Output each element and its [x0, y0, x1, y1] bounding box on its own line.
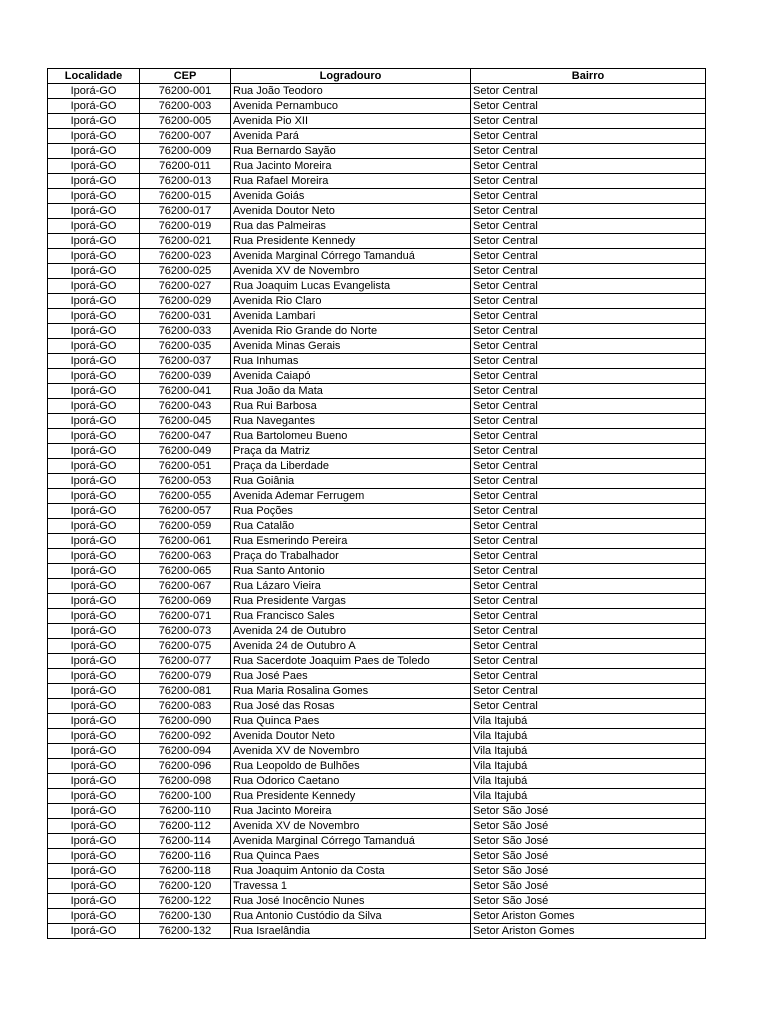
cell-cep: 76200-027: [140, 279, 231, 294]
cell-cep: 76200-094: [140, 744, 231, 759]
table-header-row: [48, 69, 706, 84]
table-row: [48, 489, 706, 504]
table-row: [48, 549, 706, 564]
cell-bairro: Setor Central: [471, 459, 706, 474]
cell-logradouro: Rua Catalão: [231, 519, 471, 534]
cell-bairro: Setor Central: [471, 339, 706, 354]
table-row: [48, 579, 706, 594]
table-row: [48, 159, 706, 174]
cell-logradouro: Rua Esmerindo Pereira: [231, 534, 471, 549]
cell-bairro: Setor Central: [471, 669, 706, 684]
cell-localidade: Iporá-GO: [48, 729, 140, 744]
cell-cep: 76200-033: [140, 324, 231, 339]
cell-logradouro: Rua Rui Barbosa: [231, 399, 471, 414]
cell-bairro: Setor Central: [471, 189, 706, 204]
table-row: [48, 789, 706, 804]
cell-bairro: Setor Central: [471, 204, 706, 219]
cell-cep: 76200-090: [140, 714, 231, 729]
cell-localidade: Iporá-GO: [48, 864, 140, 879]
table-row: [48, 729, 706, 744]
cell-localidade: Iporá-GO: [48, 414, 140, 429]
cell-cep: 76200-075: [140, 639, 231, 654]
cell-localidade: Iporá-GO: [48, 834, 140, 849]
cell-logradouro: Avenida Caiapó: [231, 369, 471, 384]
cell-localidade: Iporá-GO: [48, 324, 140, 339]
cell-cep: 76200-005: [140, 114, 231, 129]
table-row: [48, 144, 706, 159]
cell-localidade: Iporá-GO: [48, 354, 140, 369]
cell-bairro: Vila Itajubá: [471, 714, 706, 729]
cell-logradouro: Praça do Trabalhador: [231, 549, 471, 564]
cell-bairro: Setor Central: [471, 324, 706, 339]
cell-bairro: Setor Central: [471, 594, 706, 609]
cell-bairro: Setor Central: [471, 114, 706, 129]
cell-bairro: Setor Central: [471, 279, 706, 294]
cell-bairro: Setor Central: [471, 429, 706, 444]
cell-cep: 76200-116: [140, 849, 231, 864]
cell-logradouro: Rua Lázaro Vieira: [231, 579, 471, 594]
cell-bairro: Setor Central: [471, 174, 706, 189]
cell-cep: 76200-122: [140, 894, 231, 909]
cell-bairro: Setor Ariston Gomes: [471, 924, 706, 939]
cell-cep: 76200-047: [140, 429, 231, 444]
cell-localidade: Iporá-GO: [48, 204, 140, 219]
cell-logradouro: Rua das Palmeiras: [231, 219, 471, 234]
cell-localidade: Iporá-GO: [48, 699, 140, 714]
cell-bairro: Setor Central: [471, 264, 706, 279]
cell-localidade: Iporá-GO: [48, 849, 140, 864]
table-row: [48, 759, 706, 774]
cell-cep: 76200-069: [140, 594, 231, 609]
cell-localidade: Iporá-GO: [48, 534, 140, 549]
cell-localidade: Iporá-GO: [48, 474, 140, 489]
cell-cep: 76200-041: [140, 384, 231, 399]
table-row: [48, 324, 706, 339]
table-row: [48, 504, 706, 519]
cell-localidade: Iporá-GO: [48, 789, 140, 804]
cell-cep: 76200-067: [140, 579, 231, 594]
table-row: [48, 534, 706, 549]
cell-bairro: Setor Central: [471, 549, 706, 564]
cell-logradouro: Rua Sacerdote Joaquim Paes de Toledo: [231, 654, 471, 669]
cell-cep: 76200-007: [140, 129, 231, 144]
table-row: [48, 654, 706, 669]
cell-bairro: Setor São José: [471, 864, 706, 879]
table-row: [48, 909, 706, 924]
cell-bairro: Setor Central: [471, 369, 706, 384]
cell-bairro: Setor Central: [471, 99, 706, 114]
cell-logradouro: Rua Quinca Paes: [231, 714, 471, 729]
cell-logradouro: Rua Bartolomeu Bueno: [231, 429, 471, 444]
cell-cep: 76200-081: [140, 684, 231, 699]
cell-cep: 76200-055: [140, 489, 231, 504]
cell-cep: 76200-031: [140, 309, 231, 324]
cell-localidade: Iporá-GO: [48, 384, 140, 399]
cell-bairro: Setor Central: [471, 144, 706, 159]
table-row: [48, 414, 706, 429]
cell-localidade: Iporá-GO: [48, 684, 140, 699]
cell-logradouro: Rua Quinca Paes: [231, 849, 471, 864]
cell-logradouro: Avenida Marginal Córrego Tamanduá: [231, 834, 471, 849]
cell-logradouro: Rua Presidente Vargas: [231, 594, 471, 609]
table-row: [48, 684, 706, 699]
cell-cep: 76200-073: [140, 624, 231, 639]
table-row: [48, 924, 706, 939]
table-row: [48, 189, 706, 204]
cell-logradouro: Avenida Rio Claro: [231, 294, 471, 309]
cell-logradouro: Rua Leopoldo de Bulhões: [231, 759, 471, 774]
cell-bairro: Setor Central: [471, 129, 706, 144]
cell-bairro: Setor Central: [471, 639, 706, 654]
table-row: [48, 849, 706, 864]
cell-localidade: Iporá-GO: [48, 159, 140, 174]
cell-localidade: Iporá-GO: [48, 399, 140, 414]
cell-logradouro: Rua Inhumas: [231, 354, 471, 369]
table-row: [48, 444, 706, 459]
cell-localidade: Iporá-GO: [48, 609, 140, 624]
cell-bairro: Setor Central: [471, 489, 706, 504]
cell-cep: 76200-120: [140, 879, 231, 894]
cell-bairro: Vila Itajubá: [471, 729, 706, 744]
cell-bairro: Setor Central: [471, 564, 706, 579]
cell-cep: 76200-110: [140, 804, 231, 819]
table-row: [48, 774, 706, 789]
cell-cep: 76200-077: [140, 654, 231, 669]
cell-bairro: Setor São José: [471, 849, 706, 864]
cell-localidade: Iporá-GO: [48, 924, 140, 939]
cell-cep: 76200-083: [140, 699, 231, 714]
cell-cep: 76200-063: [140, 549, 231, 564]
table-row: [48, 879, 706, 894]
table-row: [48, 624, 706, 639]
cell-bairro: Setor Central: [471, 684, 706, 699]
cell-logradouro: Rua Joaquim Antonio da Costa: [231, 864, 471, 879]
cell-cep: 76200-035: [140, 339, 231, 354]
cell-logradouro: Avenida Lambari: [231, 309, 471, 324]
cell-bairro: Setor Central: [471, 444, 706, 459]
cell-localidade: Iporá-GO: [48, 504, 140, 519]
cell-cep: 76200-079: [140, 669, 231, 684]
cell-bairro: Setor Central: [471, 84, 706, 99]
cell-bairro: Setor Central: [471, 249, 706, 264]
cell-bairro: Setor Central: [471, 219, 706, 234]
cell-localidade: Iporá-GO: [48, 309, 140, 324]
cell-cep: 76200-037: [140, 354, 231, 369]
cell-logradouro: Rua José das Rosas: [231, 699, 471, 714]
cell-logradouro: Avenida XV de Novembro: [231, 264, 471, 279]
cell-cep: 76200-021: [140, 234, 231, 249]
cell-localidade: Iporá-GO: [48, 519, 140, 534]
cell-logradouro: Rua José Paes: [231, 669, 471, 684]
cell-bairro: Setor Central: [471, 534, 706, 549]
table-row: [48, 369, 706, 384]
cell-logradouro: Rua Jacinto Moreira: [231, 804, 471, 819]
cell-logradouro: Avenida 24 de Outubro A: [231, 639, 471, 654]
cell-bairro: Setor Central: [471, 159, 706, 174]
cell-localidade: Iporá-GO: [48, 114, 140, 129]
cell-logradouro: Travessa 1: [231, 879, 471, 894]
cell-localidade: Iporá-GO: [48, 429, 140, 444]
table-row: [48, 804, 706, 819]
cell-localidade: Iporá-GO: [48, 489, 140, 504]
cell-cep: 76200-065: [140, 564, 231, 579]
cell-bairro: Setor São José: [471, 804, 706, 819]
cell-bairro: Setor Central: [471, 399, 706, 414]
cell-localidade: Iporá-GO: [48, 294, 140, 309]
cell-bairro: Setor Central: [471, 309, 706, 324]
cell-localidade: Iporá-GO: [48, 249, 140, 264]
header-cep: CEP: [140, 69, 231, 84]
cell-localidade: Iporá-GO: [48, 774, 140, 789]
cell-cep: 76200-015: [140, 189, 231, 204]
table-row: [48, 219, 706, 234]
table-row: [48, 129, 706, 144]
cell-bairro: Vila Itajubá: [471, 744, 706, 759]
cell-logradouro: Avenida XV de Novembro: [231, 819, 471, 834]
cell-cep: 76200-045: [140, 414, 231, 429]
cell-cep: 76200-098: [140, 774, 231, 789]
cell-logradouro: Rua Presidente Kennedy: [231, 789, 471, 804]
cell-bairro: Setor Central: [471, 384, 706, 399]
cell-localidade: Iporá-GO: [48, 564, 140, 579]
header-localidade: Localidade: [48, 69, 140, 84]
cell-cep: 76200-059: [140, 519, 231, 534]
cell-logradouro: Rua João Teodoro: [231, 84, 471, 99]
cell-localidade: Iporá-GO: [48, 744, 140, 759]
cell-bairro: Setor Central: [471, 234, 706, 249]
cell-localidade: Iporá-GO: [48, 189, 140, 204]
cell-logradouro: Avenida Pernambuco: [231, 99, 471, 114]
table-row: [48, 669, 706, 684]
cell-cep: 76200-053: [140, 474, 231, 489]
cell-bairro: Setor Ariston Gomes: [471, 909, 706, 924]
cell-localidade: Iporá-GO: [48, 144, 140, 159]
cell-bairro: Setor Central: [471, 624, 706, 639]
cell-bairro: Setor Central: [471, 414, 706, 429]
cell-localidade: Iporá-GO: [48, 624, 140, 639]
table-row: [48, 354, 706, 369]
table-row: [48, 339, 706, 354]
cell-logradouro: Avenida Rio Grande do Norte: [231, 324, 471, 339]
cell-localidade: Iporá-GO: [48, 759, 140, 774]
cell-logradouro: Praça da Liberdade: [231, 459, 471, 474]
table-row: [48, 294, 706, 309]
table-row: [48, 174, 706, 189]
cell-localidade: Iporá-GO: [48, 369, 140, 384]
cell-localidade: Iporá-GO: [48, 99, 140, 114]
cell-logradouro: Rua José Inocêncio Nunes: [231, 894, 471, 909]
cell-logradouro: Rua Goiânia: [231, 474, 471, 489]
cell-localidade: Iporá-GO: [48, 174, 140, 189]
cell-localidade: Iporá-GO: [48, 264, 140, 279]
cell-bairro: Setor Central: [471, 699, 706, 714]
cell-bairro: Setor Central: [471, 504, 706, 519]
header-bairro: Bairro: [471, 69, 706, 84]
cell-logradouro: Avenida Minas Gerais: [231, 339, 471, 354]
cell-cep: 76200-009: [140, 144, 231, 159]
cell-logradouro: Rua Odorico Caetano: [231, 774, 471, 789]
cell-logradouro: Avenida XV de Novembro: [231, 744, 471, 759]
cell-bairro: Setor Central: [471, 354, 706, 369]
cell-logradouro: Avenida Pará: [231, 129, 471, 144]
table-row: [48, 474, 706, 489]
cell-cep: 76200-051: [140, 459, 231, 474]
cell-logradouro: Avenida Goiás: [231, 189, 471, 204]
cell-localidade: Iporá-GO: [48, 84, 140, 99]
cell-logradouro: Avenida Marginal Córrego Tamanduá: [231, 249, 471, 264]
cell-bairro: Setor Central: [471, 579, 706, 594]
cell-localidade: Iporá-GO: [48, 879, 140, 894]
table-row: [48, 609, 706, 624]
table-row: [48, 429, 706, 444]
table-row: [48, 309, 706, 324]
table-row: [48, 834, 706, 849]
cell-logradouro: Rua Israelândia: [231, 924, 471, 939]
cell-cep: 76200-003: [140, 99, 231, 114]
cell-cep: 76200-114: [140, 834, 231, 849]
table-row: [48, 459, 706, 474]
table-row: [48, 234, 706, 249]
cell-localidade: Iporá-GO: [48, 549, 140, 564]
cell-logradouro: Rua Antonio Custódio da Silva: [231, 909, 471, 924]
cell-localidade: Iporá-GO: [48, 639, 140, 654]
table-row: [48, 84, 706, 99]
cell-bairro: Setor Central: [471, 519, 706, 534]
table-row: [48, 204, 706, 219]
cell-logradouro: Rua Joaquim Lucas Evangelista: [231, 279, 471, 294]
table-row: [48, 564, 706, 579]
cell-bairro: Setor São José: [471, 819, 706, 834]
cell-localidade: Iporá-GO: [48, 894, 140, 909]
cell-localidade: Iporá-GO: [48, 459, 140, 474]
cell-bairro: Setor São José: [471, 879, 706, 894]
cell-cep: 76200-039: [140, 369, 231, 384]
cell-cep: 76200-096: [140, 759, 231, 774]
address-table: [47, 68, 706, 939]
cell-localidade: Iporá-GO: [48, 579, 140, 594]
cell-localidade: Iporá-GO: [48, 339, 140, 354]
cell-cep: 76200-011: [140, 159, 231, 174]
cell-logradouro: Rua Jacinto Moreira: [231, 159, 471, 174]
cell-cep: 76200-025: [140, 264, 231, 279]
cell-bairro: Setor Central: [471, 609, 706, 624]
cell-localidade: Iporá-GO: [48, 819, 140, 834]
cell-logradouro: Avenida Pio XII: [231, 114, 471, 129]
table-row: [48, 699, 706, 714]
cell-logradouro: Avenida 24 de Outubro: [231, 624, 471, 639]
cell-logradouro: Rua João da Mata: [231, 384, 471, 399]
table-row: [48, 99, 706, 114]
table-row: [48, 864, 706, 879]
cell-logradouro: Rua Rafael Moreira: [231, 174, 471, 189]
header-logradouro: Logradouro: [231, 69, 471, 84]
cell-cep: 76200-100: [140, 789, 231, 804]
cell-cep: 76200-132: [140, 924, 231, 939]
cell-cep: 76200-043: [140, 399, 231, 414]
cell-logradouro: Avenida Ademar Ferrugem: [231, 489, 471, 504]
table-row: [48, 399, 706, 414]
cell-bairro: Vila Itajubá: [471, 759, 706, 774]
cell-bairro: Vila Itajubá: [471, 774, 706, 789]
cell-cep: 76200-130: [140, 909, 231, 924]
cell-logradouro: Rua Santo Antonio: [231, 564, 471, 579]
cell-cep: 76200-029: [140, 294, 231, 309]
cell-localidade: Iporá-GO: [48, 129, 140, 144]
cell-bairro: Setor Central: [471, 474, 706, 489]
table-row: [48, 819, 706, 834]
table-row: [48, 714, 706, 729]
cell-logradouro: Rua Francisco Sales: [231, 609, 471, 624]
cell-logradouro: Rua Bernardo Sayão: [231, 144, 471, 159]
table-row: [48, 384, 706, 399]
cell-cep: 76200-019: [140, 219, 231, 234]
cell-localidade: Iporá-GO: [48, 219, 140, 234]
cell-localidade: Iporá-GO: [48, 594, 140, 609]
cell-logradouro: Avenida Doutor Neto: [231, 729, 471, 744]
cell-cep: 76200-061: [140, 534, 231, 549]
table-row: [48, 249, 706, 264]
table-row: [48, 279, 706, 294]
cell-logradouro: Rua Navegantes: [231, 414, 471, 429]
cell-cep: 76200-118: [140, 864, 231, 879]
table-row: [48, 264, 706, 279]
cell-cep: 76200-057: [140, 504, 231, 519]
cell-logradouro: Rua Maria Rosalina Gomes: [231, 684, 471, 699]
table-row: [48, 744, 706, 759]
table-row: [48, 894, 706, 909]
cell-bairro: Setor São José: [471, 894, 706, 909]
cell-cep: 76200-092: [140, 729, 231, 744]
cell-logradouro: Avenida Doutor Neto: [231, 204, 471, 219]
cell-localidade: Iporá-GO: [48, 444, 140, 459]
cell-bairro: Setor Central: [471, 294, 706, 309]
cell-cep: 76200-049: [140, 444, 231, 459]
cell-localidade: Iporá-GO: [48, 909, 140, 924]
table-row: [48, 639, 706, 654]
cell-cep: 76200-023: [140, 249, 231, 264]
table-body: [48, 84, 706, 939]
cell-bairro: Setor Central: [471, 654, 706, 669]
cell-localidade: Iporá-GO: [48, 804, 140, 819]
cell-localidade: Iporá-GO: [48, 279, 140, 294]
table-row: [48, 594, 706, 609]
table-row: [48, 114, 706, 129]
cell-cep: 76200-001: [140, 84, 231, 99]
cell-cep: 76200-112: [140, 819, 231, 834]
cell-logradouro: Rua Presidente Kennedy: [231, 234, 471, 249]
cell-localidade: Iporá-GO: [48, 234, 140, 249]
cell-logradouro: Rua Poções: [231, 504, 471, 519]
cell-logradouro: Praça da Matriz: [231, 444, 471, 459]
table-row: [48, 519, 706, 534]
cell-localidade: Iporá-GO: [48, 654, 140, 669]
cell-cep: 76200-013: [140, 174, 231, 189]
cell-bairro: Setor São José: [471, 834, 706, 849]
cell-bairro: Vila Itajubá: [471, 789, 706, 804]
cell-cep: 76200-071: [140, 609, 231, 624]
cell-localidade: Iporá-GO: [48, 714, 140, 729]
cell-localidade: Iporá-GO: [48, 669, 140, 684]
cell-cep: 76200-017: [140, 204, 231, 219]
